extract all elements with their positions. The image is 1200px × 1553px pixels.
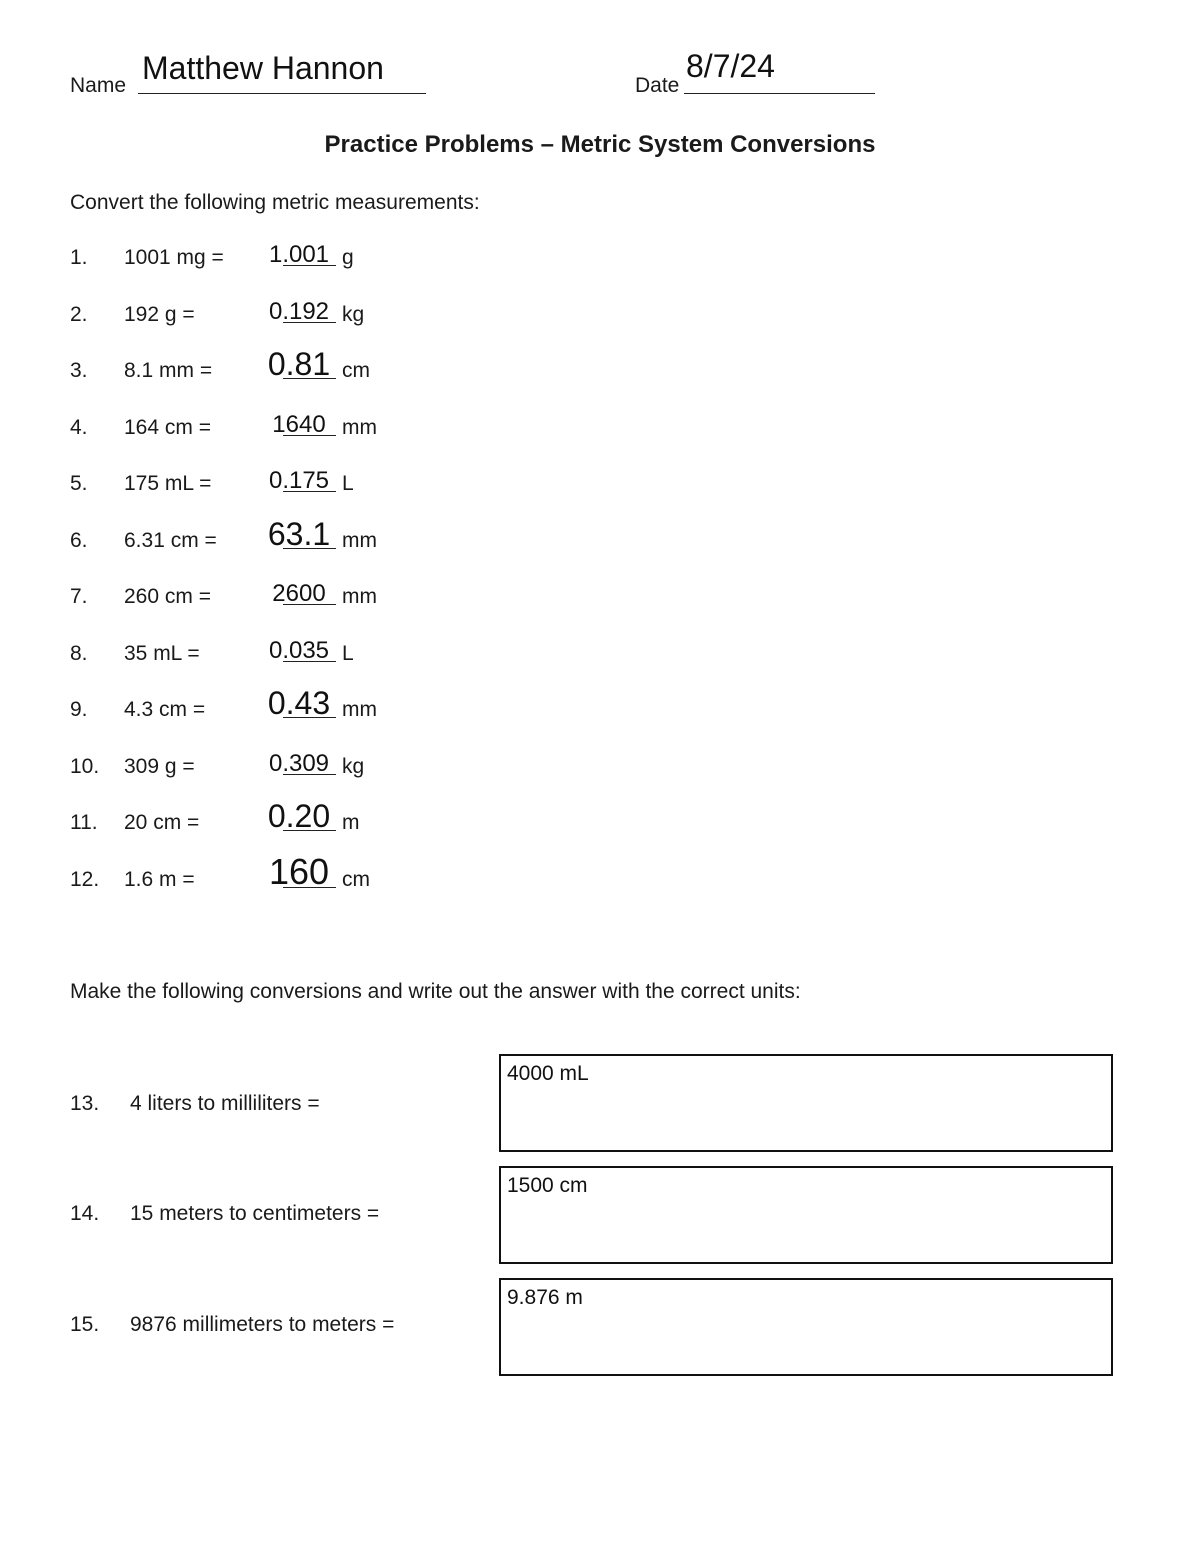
answer-value[interactable]: 160 xyxy=(268,850,330,892)
answer-unit: L xyxy=(342,641,354,665)
answer-unit: mm xyxy=(342,415,377,439)
problem-number: 8. xyxy=(70,641,88,665)
answer-value[interactable]: 0.035 xyxy=(268,636,330,664)
problem-number: 4. xyxy=(70,415,88,439)
answer-value[interactable]: 0.175 xyxy=(268,467,330,494)
date-underline xyxy=(684,93,875,94)
answer-unit: cm xyxy=(342,867,370,891)
problem-row xyxy=(0,410,1200,450)
problem-question: 175 mL = xyxy=(124,472,212,495)
problem-number: 1. xyxy=(70,246,88,269)
answer-value[interactable]: 0.81 xyxy=(267,346,331,382)
problem-question: 260 cm = xyxy=(124,585,211,608)
answer-box[interactable] xyxy=(499,1054,1113,1152)
answer-unit: mm xyxy=(342,698,377,721)
problem-number: 14. xyxy=(70,1202,100,1225)
answer-blank-line xyxy=(283,774,336,775)
answer-blank-line xyxy=(283,378,336,379)
answer-blank-line xyxy=(283,661,336,662)
problem-row xyxy=(0,346,1200,393)
problem-number: 10. xyxy=(70,754,100,778)
problem-question: 1001 mg = xyxy=(124,246,224,269)
problem-row xyxy=(0,798,1200,845)
answer-unit: m xyxy=(342,811,360,834)
problem-row xyxy=(0,636,1200,676)
problem-number: 12. xyxy=(70,867,100,891)
answer-value[interactable]: 1.001 xyxy=(268,241,330,268)
answer-box[interactable] xyxy=(499,1278,1113,1376)
problem-question: 4 liters to milliliters = xyxy=(130,1092,320,1115)
date-label: Date xyxy=(635,74,680,97)
problem-question: 35 mL = xyxy=(124,641,200,665)
problem-row xyxy=(0,850,1200,902)
answer-blank-line xyxy=(283,604,336,605)
name-field-value[interactable]: Matthew Hannon xyxy=(142,50,384,86)
answer-value[interactable]: 0.43 xyxy=(267,685,331,721)
problem-row xyxy=(0,466,1200,506)
problem-number: 6. xyxy=(70,528,88,552)
name-underline xyxy=(138,93,426,94)
problem-question: 6.31 cm = xyxy=(124,528,217,552)
problem-question: 15 meters to centimeters = xyxy=(130,1202,380,1225)
answer-value[interactable]: 1640 xyxy=(272,410,326,438)
answer-box-text: 1500 cm xyxy=(507,1174,588,1197)
problem-question: 192 g = xyxy=(124,302,195,326)
answer-blank-line xyxy=(283,548,336,549)
problem-question: 9876 millimeters to meters = xyxy=(130,1313,395,1336)
page-title: Practice Problems – Metric System Conversions xyxy=(324,131,876,158)
answer-blank-line xyxy=(283,435,336,436)
problem-question: 309 g = xyxy=(124,754,195,778)
answer-unit: g xyxy=(342,246,354,269)
answer-box[interactable] xyxy=(499,1166,1113,1264)
answer-unit: mm xyxy=(342,585,377,608)
problem-row xyxy=(0,515,1200,563)
answer-unit: mm xyxy=(342,528,377,552)
problem-question: 164 cm = xyxy=(124,415,211,439)
answer-blank-line xyxy=(283,887,336,888)
problem-number: 5. xyxy=(70,472,88,495)
problem-number: 11. xyxy=(70,811,98,834)
problem-question: 20 cm = xyxy=(124,811,200,834)
answer-blank-line xyxy=(283,717,336,718)
answer-blank-line xyxy=(283,830,336,831)
problem-question: 4.3 cm = xyxy=(124,698,206,721)
date-field-value[interactable]: 8/7/24 xyxy=(686,48,775,84)
problem-row xyxy=(0,579,1200,619)
answer-unit: kg xyxy=(342,754,365,778)
answer-box-text: 4000 mL xyxy=(507,1062,589,1085)
answer-unit: cm xyxy=(342,359,370,382)
answer-unit: kg xyxy=(342,302,365,326)
name-label: Name xyxy=(70,74,127,97)
answer-box-text: 9.876 m xyxy=(507,1286,583,1309)
problem-number: 2. xyxy=(70,302,88,326)
answer-blank-line xyxy=(283,491,336,492)
problem-row xyxy=(0,685,1200,732)
problem-question: 8.1 mm = xyxy=(124,359,213,382)
answer-value[interactable]: 63.1 xyxy=(267,515,331,552)
problem-number: 9. xyxy=(70,698,88,721)
section1-instruction: Convert the following metric measurements: xyxy=(70,191,480,214)
answer-blank-line xyxy=(283,265,336,266)
problem-row xyxy=(0,749,1200,789)
answer-value[interactable]: 0.309 xyxy=(268,749,330,777)
problem-number: 7. xyxy=(70,585,88,608)
answer-blank-line xyxy=(283,322,336,323)
problem-number: 13. xyxy=(70,1092,100,1115)
section2-instruction: Make the following conversions and write out the answer with the correct units: xyxy=(70,980,801,1003)
answer-value[interactable]: 2600 xyxy=(272,580,326,607)
problem-number: 3. xyxy=(70,359,88,382)
answer-value[interactable]: 0.20 xyxy=(267,798,331,834)
answer-unit: L xyxy=(342,472,354,495)
problem-question: 1.6 m = xyxy=(124,867,195,891)
problem-row xyxy=(0,240,1200,280)
problem-row xyxy=(0,297,1200,337)
answer-value[interactable]: 0.192 xyxy=(268,297,330,325)
problem-number: 15. xyxy=(70,1313,100,1336)
